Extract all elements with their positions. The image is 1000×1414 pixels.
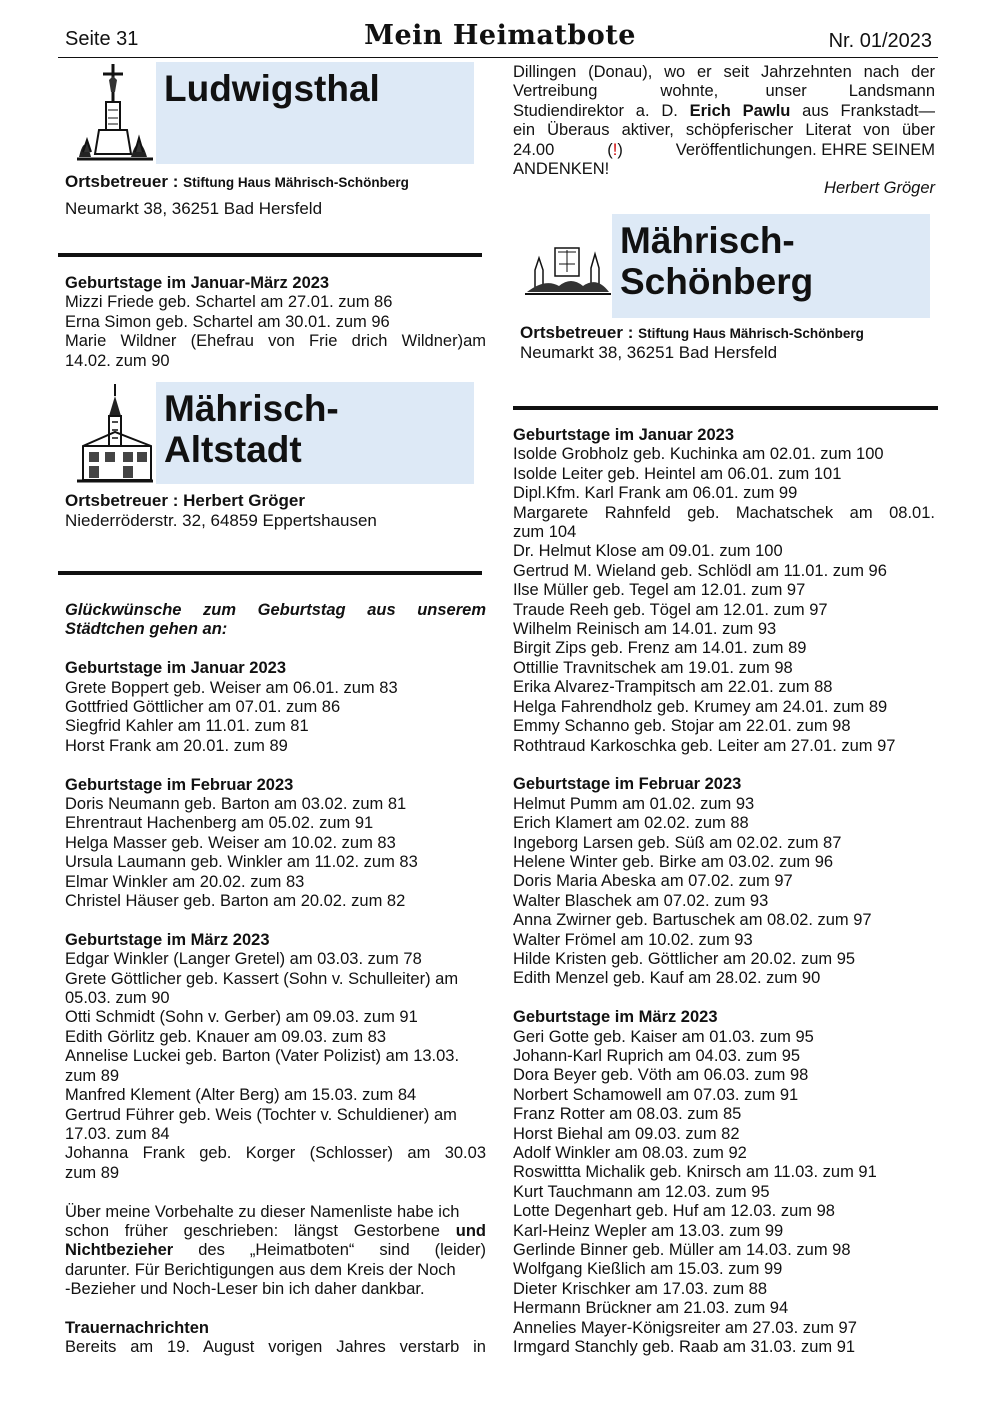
- list-item: Irmgard Stanchly geb. Raab am 31.03. zum 91: [513, 1338, 856, 1357]
- list-item: Horst Biehal am 09.03. zum 82: [513, 1124, 740, 1143]
- list-item: Edith Menzel geb. Kauf am 28.02. zum 90: [513, 969, 821, 988]
- altstadt-intro-2: Städtchen gehen an:: [65, 620, 228, 639]
- list-item: Helga Fahrendholz geb. Krumey am 24.01. zum 89: [513, 697, 888, 716]
- list-item: Erna Simon geb. Schartel am 30.01. zum 96: [65, 312, 390, 331]
- ludwigsthal-betreuer: [65, 172, 409, 193]
- list-item: zum 89: [65, 1163, 120, 1182]
- list-item: Ingeborg Larsen geb. Süß am 02.02. zum 87: [513, 833, 842, 852]
- list-item: Anna Zwirner geb. Bartuschek am 08.02. zum 97: [513, 911, 872, 930]
- betreuer-label: Ortsbetreuer :: [520, 323, 634, 342]
- list-item: Helene Winter geb. Birke am 03.02. zum 96: [513, 852, 834, 871]
- list-item: Annelise Luckei geb. Barton (Vater Polizist) am 13.03.: [65, 1047, 460, 1066]
- schoenberg-birthdays: [513, 426, 935, 1357]
- betreuer-name: Stiftung Haus Mährisch-Schönberg: [638, 326, 864, 341]
- list-item: Johanna Frank geb. Korger (Schlosser) am 30.03: [65, 1144, 486, 1163]
- altstadt-church-icon: [75, 382, 155, 484]
- list-item: Margarete Rahnfeld geb. Machatschek am 08.01.: [513, 503, 935, 522]
- list-item: Walter Frömel am 10.02. zum 93: [513, 930, 753, 949]
- altstadt-address: Niederröderstr. 32, 64859 Eppertshausen: [65, 511, 377, 530]
- altstadt-birthdays: [65, 601, 486, 1358]
- ludwigsthal-title-box: [156, 62, 474, 164]
- list-item: Gerlinde Binner geb. Müller am 14.03. zum 98: [513, 1241, 851, 1260]
- list-item: Wolfgang Kießlich am 15.03. zum 99: [513, 1260, 783, 1279]
- list-item: 05.03. zum 90: [65, 989, 170, 1008]
- altstadt-title-1: Mährisch-: [164, 388, 339, 429]
- list-item: Dr. Helmut Klose am 09.01. zum 100: [513, 542, 783, 561]
- list-item: Kurt Tauchmann am 12.03. zum 95: [513, 1182, 770, 1201]
- author-signature: Herbert Gröger: [824, 179, 935, 198]
- list-item: Helmut Pumm am 01.02. zum 93: [513, 794, 755, 813]
- section-rule: [58, 253, 482, 257]
- list-item: Grete Göttlicher geb. Kassert (Sohn v. Schulleiter) am: [65, 969, 459, 988]
- text-line: Studiendirektor a. D. Erich Pawlu aus Frankstadt—: [513, 101, 935, 120]
- list-item: Gertrud M. Wieland geb. Schlödl am 11.01. zum 96: [513, 561, 887, 580]
- betreuer-label: Ortsbetreuer :: [65, 172, 179, 191]
- list-item: Edith Görlitz geb. Knauer am 09.03. zum 83: [65, 1027, 387, 1046]
- ludwigsthal-address: Neumarkt 38, 36251 Bad Hersfeld: [65, 199, 323, 218]
- list-item: Dipl.Kfm. Karl Frank am 06.01. zum 99: [513, 484, 798, 503]
- list-item: Dieter Krischker am 17.03. zum 88: [513, 1279, 768, 1298]
- altstadt-intro-1: Glückwünsche zum Geburtstag aus unserem: [65, 601, 486, 619]
- altstadt-title-2: Altstadt: [164, 429, 302, 470]
- list-item: Doris Neumann geb. Barton am 03.02. zum 81: [65, 795, 407, 814]
- list-item: Manfred Klement (Alter Berg) am 15.03. zum 84: [65, 1086, 417, 1105]
- ludwigsthal-birthdays: [65, 274, 486, 371]
- list-item: Isolde Grobholz geb. Kuchinka am 02.01. zum 100: [513, 445, 884, 464]
- altstadt-jan-heading: Geburtstage im Januar 2023: [65, 659, 287, 678]
- note-line: Über meine Vorbehalte zu dieser Namenliste habe ich: [65, 1202, 460, 1221]
- list-item: Erich Klamert am 02.02. zum 88: [513, 814, 749, 833]
- list-item: Adolf Winkler am 08.03. zum 92: [513, 1144, 747, 1162]
- list-item: Ehrentraut Hachenberg am 05.02. zum 91: [65, 814, 374, 833]
- list-item: Rothtraud Karkoschka geb. Leiter am 27.01. zum 97: [513, 736, 896, 755]
- altstadt-title-box: [156, 382, 474, 484]
- list-item: Geri Gotte geb. Kaiser am 01.03. zum 95: [513, 1027, 814, 1046]
- list-item: Walter Blaschek am 07.02. zum 93: [513, 891, 769, 910]
- ludwigsthal-title: Ludwigsthal: [164, 68, 380, 109]
- list-item: Karl-Heinz Wepler am 13.03. zum 99: [513, 1221, 784, 1240]
- text-line: ANDENKEN!: [513, 160, 610, 179]
- list-item: Ilse Müller geb. Tegel am 12.01. zum 97: [513, 581, 806, 600]
- page-number: Seite 31: [65, 28, 139, 50]
- header-rule: [58, 57, 938, 58]
- text-line: Vertreibung wohnte, unser Landsmann: [513, 82, 935, 101]
- list-item: Lotte Degenhart geb. Huf am 12.03. zum 98: [513, 1202, 835, 1221]
- schoenberg-title-box: [612, 214, 930, 318]
- ludwigsthal-bday-heading: Geburtstage im Januar-März 2023: [65, 274, 330, 292]
- trauer-heading: Trauernachrichten: [65, 1318, 209, 1337]
- schoenberg-title-2: Schönberg: [620, 261, 814, 302]
- list-item: Franz Rotter am 08.03. zum 85: [513, 1105, 742, 1124]
- list-item: Roswittta Michalik geb. Knirsch am 11.03. zum 91: [513, 1163, 877, 1182]
- list-item: Edgar Winkler (Langer Gretel) am 03.03. zum 78: [65, 950, 422, 969]
- list-item: 17.03. zum 84: [65, 1124, 170, 1143]
- list-item: Norbert Schamowell am 07.03. zum 91: [513, 1085, 799, 1104]
- altstadt-feb-heading: Geburtstage im Februar 2023: [65, 775, 294, 794]
- list-item: Johann-Karl Ruprich am 04.03. zum 95: [513, 1046, 801, 1065]
- exclamation-mark: !: [612, 140, 618, 159]
- list-item: Erika Alvarez-Trampitsch am 22.01. zum 88: [513, 678, 833, 697]
- betreuer-name: Stiftung Haus Mährisch-Schönberg: [183, 175, 409, 190]
- note-line: -Bezieher und Noch-Leser bin ich daher dankbar.: [65, 1280, 425, 1299]
- list-item: Hermann Brückner am 21.03. zum 94: [513, 1299, 789, 1318]
- list-item: Gertrud Führer geb. Weis (Tochter v. Schuldiener) am: [65, 1105, 457, 1124]
- schoenberg-mar-heading: Geburtstage im März 2023: [513, 1008, 718, 1027]
- note-line: Nichtbezieher des „Heimatboten“ sind (leider): [65, 1241, 486, 1260]
- list-item: Dora Beyer geb. Vöth am 06.03. zum 98: [513, 1066, 809, 1085]
- list-item: Ursula Laumann geb. Winkler am 11.02. zum 83: [65, 853, 418, 872]
- list-item: zum 89: [65, 1066, 120, 1085]
- list-item: Siegfrid Kahler am 11.01. zum 81: [65, 717, 309, 736]
- text-line: 24.00 (!) Veröffentlichungen. EHRE SEINEM: [513, 140, 935, 159]
- list-item: Horst Frank am 20.01. zum 89: [65, 736, 288, 755]
- section-rule: [58, 571, 482, 575]
- schoenberg-town-icon: [525, 242, 611, 296]
- list-item: Birgit Zips geb. Frenz am 14.01. zum 89: [513, 639, 807, 658]
- list-item: Gottfried Göttlicher am 07.01. zum 86: [65, 698, 341, 717]
- note-line: schon früher geschrieben: längst Gestorbene und: [65, 1221, 486, 1240]
- altstadt-mar-heading: Geburtstage im März 2023: [65, 930, 270, 949]
- schoenberg-title-1: Mährisch-: [620, 220, 795, 261]
- schoenberg-jan-heading: Geburtstage im Januar 2023: [513, 426, 735, 444]
- altstadt-note: [65, 1203, 486, 1300]
- list-item: Isolde Leiter geb. Heintel am 06.01. zum 101: [513, 464, 842, 483]
- issue-number: Nr. 01/2023: [828, 30, 932, 52]
- trauer-line: Bereits am 19. August vorigen Jahres verstarb in: [65, 1338, 486, 1357]
- altstadt-betreuer: Ortsbetreuer : Herbert Gröger: [65, 491, 305, 510]
- text-line: ein Überaus aktiver, schöpferischer Literat von über: [513, 121, 935, 140]
- list-item: Helga Masser geb. Weiser am 10.02. zum 83: [65, 833, 396, 852]
- text-line: Dillingen (Donau), wo er seit Jahrzehnten nach der: [513, 63, 935, 81]
- list-item: Ottillie Travnitschek am 19.01. zum 98: [513, 658, 793, 677]
- list-item: Annelies Mayer-Königsreiter am 27.03. zum 97: [513, 1318, 857, 1337]
- list-item: Emmy Schanno geb. Stojar am 22.01. zum 98: [513, 717, 851, 736]
- schoenberg-feb-heading: Geburtstage im Februar 2023: [513, 775, 742, 794]
- list-item: Marie Wildner (Ehefrau von Frie drich Wildner)am: [65, 332, 486, 351]
- newspaper-title: Mein Heimatbote: [364, 20, 636, 51]
- list-item: Mizzi Friede geb. Schartel am 27.01. zum 86: [65, 293, 393, 312]
- list-item: Hilde Kristen geb. Göttlicher am 20.02. zum 95: [513, 949, 856, 968]
- section-rule: [513, 406, 938, 410]
- list-item: Otti Schmidt (Sohn v. Gerber) am 09.03. zum 91: [65, 1008, 418, 1027]
- list-item: Elmar Winkler am 20.02. zum 83: [65, 872, 305, 891]
- list-item: 14.02. zum 90: [65, 351, 170, 370]
- obituary-continuation: [513, 63, 935, 199]
- list-item: Grete Boppert geb. Weiser am 06.01. zum 83: [65, 678, 398, 697]
- list-item: Doris Maria Abeska am 07.02. zum 97: [513, 872, 793, 891]
- schoenberg-betreuer: [520, 323, 864, 344]
- ludwigsthal-crucifix-icon: [75, 62, 155, 162]
- list-item: zum 104: [513, 523, 577, 542]
- schoenberg-address: Neumarkt 38, 36251 Bad Hersfeld: [520, 343, 778, 362]
- list-item: Wilhelm Reinisch am 14.01. zum 93: [513, 620, 777, 639]
- list-item: Traude Reeh geb. Tögel am 12.01. zum 97: [513, 600, 828, 619]
- list-item: Christel Häuser geb. Barton am 20.02. zum 82: [65, 892, 406, 911]
- note-line: darunter. Für Berichtigungen aus dem Kreis der Noch: [65, 1260, 456, 1279]
